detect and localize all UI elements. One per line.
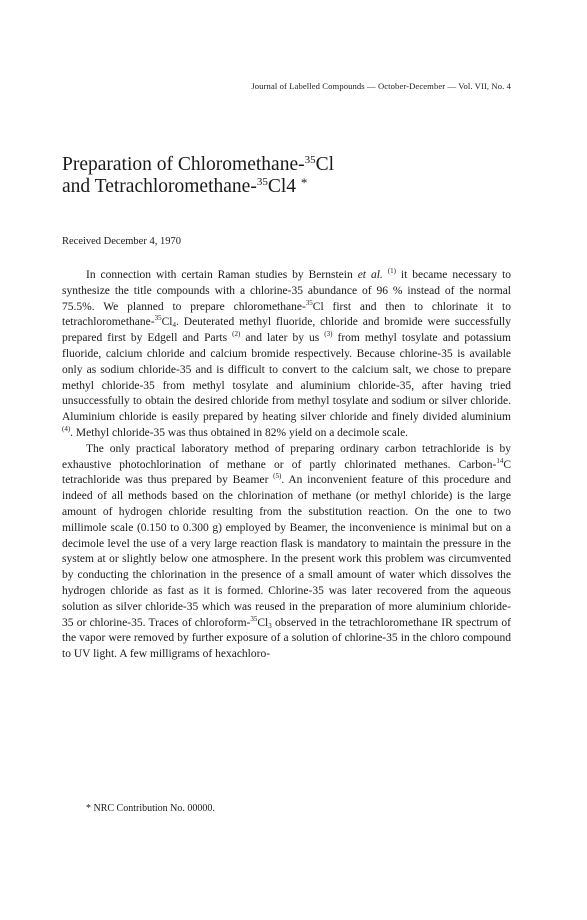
received-date: Received December 4, 1970	[62, 236, 181, 247]
reference-4: (4)	[62, 424, 71, 433]
reference-5: (5)	[273, 472, 282, 481]
paragraph-1: In connection with certain Raman studies by Bernstein et al. $^{(1)}$ it became necessary to synthesize the title compounds with a chlorine-35 abundance of 96 % instead of the normal 75.5%. We planned to prepare chloromethane-$^{35}$Cl first and then to chlorinate it to tetrachloromethane-$^{35}Cl_4$. Deuterated methyl fluoride, chloride and bromide were successfully prepared first by Edgell and Parts $^{(2)}$ and later by us $^{(3)}$ from methyl tosylate and potassium fluoride, calcium chloride and calcium bromide respectively. Because chlorine-35 is available only as sodium chloride-35 and is difficult to convert to the calcium salt, we chose to prepare methyl chloride-35 from methyl tosylate and aluminium chloride-35, after having tried unsuccessfully to obtain the desired chloride from methyl tosylate and sodium or silver chloride. Aluminium chloride is easily prepared by heating silver chloride and finely divided aluminium $^{(4)}$. Methyl chloride-35 was thus obtained in 82% yield on a decimole scale.	[62, 267, 512, 439]
running-head: Journal of Labelled Compounds — October-December — Vol. VII, No. 4	[251, 81, 511, 91]
title-footnote-mark: *	[300, 175, 308, 190]
article-title	[62, 154, 522, 198]
paragraph-2: The only practical laboratory method of preparing ordinary carbon tetrachloride is by exhaustive photochlorination of methane or of partly chlorinated methanes. Carbon-$^{14}$C tetrachloride was thus prepared by Beamer $^{(5)}$. An inconvenient feature of this procedure and indeed of all methods based on the chlorination of methane (or methyl chloride) is the large amount of hydrogen chloride resulting from the substitution reaction. On the one to two millimole scale (0.150 to 0.300 g) employed by Beamer, the inconvenience is minimal but on a decimole level the use of a very large reaction flask is mandatory to maintain the pressure in the system at or slightly below one atmosphere. In the present work this problem was circumvented by conducting the chlorination in the presence of a small amount of water which dissolves the hydrogen chloride as fast as it is formed. Chlorine-35 was later recovered from the aqueous solution as silver chloride-35 which was reused in the preparation of more aluminium chloride-35 or chlorine-35. Traces of chloroform-$^{35}Cl_3$ observed in the tetrachloromethane IR spectrum of the vapor were removed by further exposure of a solution of chlorine-35 in the chloro compound to UV light. A few milligrams of hexachloro-	[62, 442, 511, 661]
footnote: * NRC Contribution No. 00000.	[86, 803, 215, 814]
reference-2: (2)	[232, 330, 241, 339]
reference-1: (1)	[387, 267, 396, 275]
article-body	[62, 268, 511, 663]
title-line-1: Preparation of Chloromethane-$^{35}$Cl	[62, 154, 335, 175]
reference-3: (3)	[324, 330, 333, 339]
title-line-2: and Tetrachloromethane-$^{35}$Cl4 *	[62, 175, 308, 197]
